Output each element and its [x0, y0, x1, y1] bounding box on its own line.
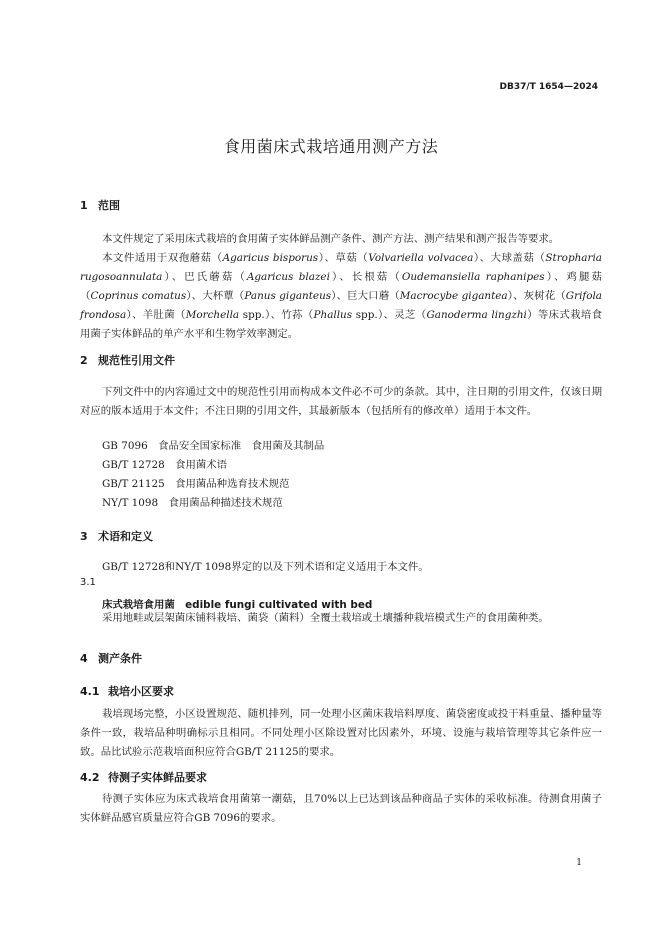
page-number: 1 [576, 858, 582, 868]
scope-paragraph: 本文件规定了采用床式栽培的食用菌子实体鲜品测产条件、测产方法、测产结果和测产报告等要求。 [102, 233, 560, 245]
standard-id: DB37/T 1654—2024 [499, 82, 598, 92]
section-4-title: 测产条件 [98, 652, 142, 665]
section-4-heading [80, 650, 142, 666]
plot-requirements-paragraph: 栽培现场完整，小区设置规范、随机排列，同一处理小区菌床栽培料厚度、菌袋密度或投干料重量、播种量等条件一致，栽培品种明确标示且相同。不同处理小区除设置对比因素外，环境、设施与栽培管理等其它条件应一致。品比试验示范栽培面积应符合GB/T 21125的要求。 [80, 708, 602, 758]
section-2-number: 2 [80, 354, 88, 367]
section-1-heading [80, 197, 120, 213]
section-3-title: 术语和定义 [98, 530, 153, 543]
subsection-4-1-number: 4.1 [80, 685, 100, 698]
section-1-number: 1 [80, 199, 88, 212]
section-3-body [80, 558, 602, 577]
subsection-4-2-heading [80, 769, 207, 785]
term-heading: 床式栽培食用菌 edible fungi cultivated with bed [102, 599, 373, 611]
document-title: 食用菌床式栽培通用测产方法 [223, 137, 439, 156]
section-2-title: 规范性引用文件 [98, 354, 175, 367]
term-definition: 采用地畦或层架菌床铺料栽培、菌袋（菌料）全覆土栽培或土壤播种栽培模式生产的食用菌种类。 [102, 612, 549, 624]
terms-intro-paragraph: GB/T 12728和NY/T 1098界定的以及下列术语和定义适用于本文件。 [102, 561, 429, 573]
section-3-number: 3 [80, 530, 88, 543]
subsection-4-1-body [80, 705, 602, 762]
reference-item: GB/T 12728 食用菌术语 [102, 459, 228, 471]
subsection-4-1-heading [80, 683, 174, 699]
reference-item: GB 7096 食品安全国家标准 食用菌及其制品 [102, 440, 325, 452]
normative-references-paragraph: 下列文件中的内容通过文中的规范性引用而构成本文件必不可少的条款。其中，注日期的引用文件，仅该日期对应的版本适用于本文件；不注日期的引用文件，其最新版本（包括所有的修改单）适用于本文件。 [80, 386, 602, 417]
term-number: 3.1 [80, 577, 96, 588]
section-4-number: 4 [80, 652, 88, 665]
reference-item: GB/T 21125 食用菌品种选育技术规范 [102, 478, 290, 490]
fruiting-body-requirements-paragraph: 待测子实体应为床式栽培食用菌第一潮菇，且70%以上已达到该品种商品子实体的采收标准。待测食用菌子实体鲜品感官质量应符合GB 7096的要求。 [80, 793, 602, 824]
section-1-body [80, 230, 602, 344]
section-2-body [80, 383, 602, 421]
applicability-paragraph: 本文件适用于双孢蘑菇（Agaricus bisporus）、草菇（Volvariella volvacea）、大球盖菇（Stropharia rugosoannulata）、巴氏蘑菇（Agaricus blazei）、长根菇（Oudemansiella raphanipes）、鸡腿菇（Coprinus comatus）、大杯蕈（Panus giganteus）、巨大口蘑（Macrocybe gigantea）、灰树花（Grifola frondosa）、羊肚菌（Morchella spp.）、竹荪（Phallus spp.）、灵芝（Ganoderma lingzhi）等床式栽培食用菌子实体鲜品的单产水平和生物学效率测定。 [80, 252, 603, 340]
section-1-title: 范围 [98, 199, 120, 212]
subsection-4-2-title: 待测子实体鲜品要求 [108, 771, 207, 784]
section-3-heading [80, 528, 153, 544]
subsection-4-2-number: 4.2 [80, 771, 100, 784]
reference-list [102, 437, 324, 513]
reference-item: NY/T 1098 食用菌品种描述技术规范 [102, 497, 283, 509]
subsection-4-1-title: 栽培小区要求 [108, 685, 174, 698]
section-2-heading [80, 352, 175, 368]
subsection-4-2-body [80, 790, 602, 828]
